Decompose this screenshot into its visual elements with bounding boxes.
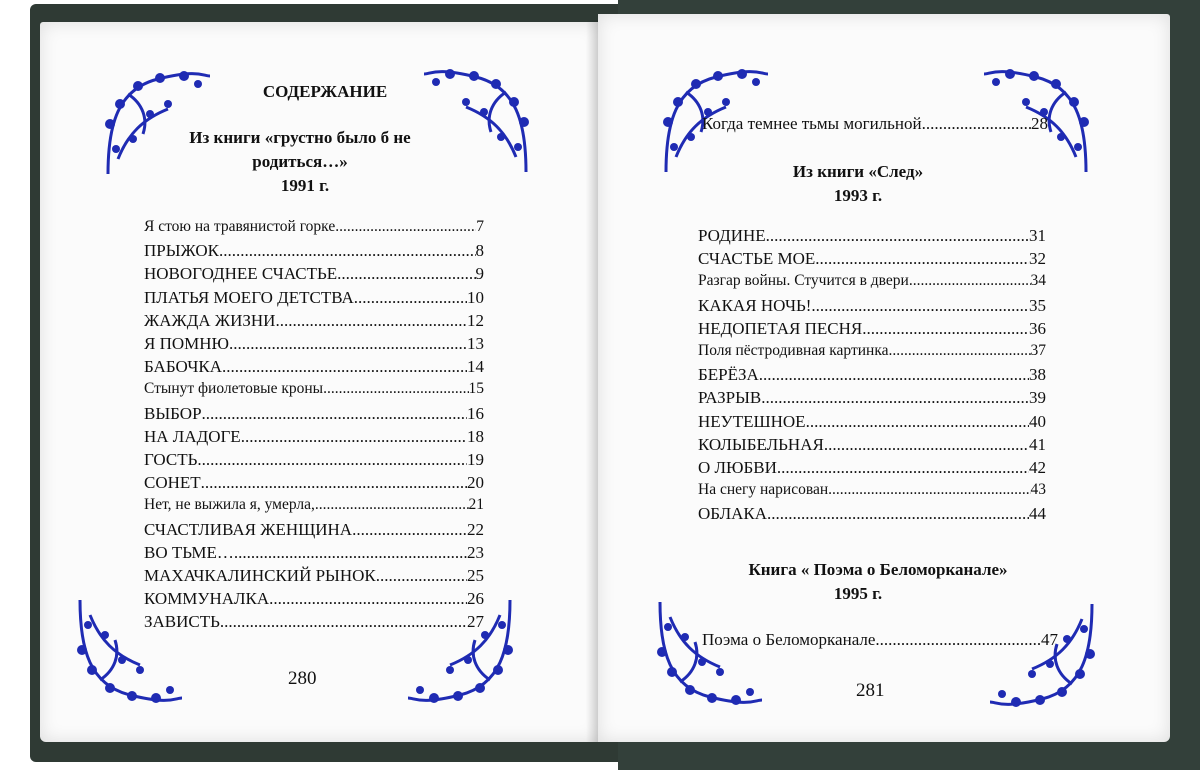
toc-entry-page: 18 <box>467 426 484 446</box>
toc-entry <box>144 427 484 447</box>
toc-entry-page: 26 <box>467 589 484 609</box>
toc-entry <box>144 311 484 331</box>
toc-entry <box>144 543 484 563</box>
toc-entry <box>144 612 484 632</box>
toc-leader <box>828 481 1030 499</box>
toc-entry-page: 44 <box>1029 504 1046 524</box>
toc-leader <box>875 630 1041 650</box>
toc-entry-title: НЕДОПЕТАЯ ПЕСНЯ <box>698 318 863 338</box>
toc-leader <box>323 380 468 398</box>
toc-entry <box>144 566 484 586</box>
toc-entry <box>144 218 484 236</box>
toc-title: СОДЕРЖАНИЕ <box>262 82 388 101</box>
toc-entry-title: РОДИНЕ <box>698 226 766 245</box>
toc-entry-title: Разгар войны. Стучится в двери <box>698 272 909 290</box>
toc-entry-page: 16 <box>467 403 484 423</box>
toc-entry-page: 13 <box>467 334 484 353</box>
toc-entry <box>144 264 484 284</box>
toc-entry <box>698 481 1046 499</box>
toc-leader <box>922 114 1031 134</box>
toc-entry-page: 42 <box>1029 458 1046 477</box>
toc-leader <box>337 264 475 284</box>
toc-leader <box>806 412 1029 432</box>
section-title-2: Из книги «След» <box>792 162 924 181</box>
toc-entry <box>698 365 1046 385</box>
toc-leader <box>197 450 467 470</box>
toc-entry <box>698 388 1046 408</box>
toc-entry-title: КОММУНАЛКА <box>144 589 270 609</box>
toc-leader <box>862 319 1029 339</box>
toc-leader <box>315 496 469 514</box>
toc-entry <box>144 404 484 424</box>
toc-entry-title: ЖАЖДА ЖИЗНИ <box>144 310 276 330</box>
toc-leader <box>376 566 467 586</box>
toc-entry-page: 21 <box>468 496 484 514</box>
toc-entry-page: 43 <box>1030 481 1046 499</box>
toc-entry <box>144 589 484 609</box>
toc-leader <box>241 427 467 447</box>
toc-entry-title: СЧАСТЬЕ МОЕ <box>698 249 816 269</box>
toc-entry-page: 27 <box>467 612 484 632</box>
toc-entry-page: 7 <box>476 218 484 235</box>
toc-entry-title: Стынут фиолетовые кроны <box>144 380 324 398</box>
toc-entry-page: 8 <box>475 241 484 261</box>
toc-entry <box>144 334 484 354</box>
toc-entry-page: 25 <box>467 566 484 585</box>
toc-entry-page: 35 <box>1029 295 1046 315</box>
toc-entry <box>702 630 1058 650</box>
toc-leader <box>354 288 467 308</box>
toc-entry-title: ГОСТЬ <box>144 450 198 469</box>
toc-entry-page: 14 <box>467 357 484 377</box>
toc-entry-title: Я ПОМНЮ <box>144 334 230 353</box>
toc-entry-title: СЧАСТЛИВАЯ ЖЕНЩИНА <box>144 519 353 539</box>
toc-entry <box>698 296 1046 316</box>
toc-entry <box>702 114 1048 134</box>
toc-entry-title: НА ЛАДОГЕ <box>144 426 241 446</box>
toc-entry-page: 31 <box>1029 226 1046 245</box>
toc-leader <box>777 458 1029 478</box>
toc-entry-title: Я стою на травянистой горке <box>144 218 336 235</box>
toc-entry <box>144 450 484 470</box>
right-page <box>598 14 1170 742</box>
toc-entry-page: 15 <box>468 380 484 398</box>
toc-entry-title: Поэма о Беломорканале <box>702 630 876 649</box>
toc-entry-page: 40 <box>1029 411 1046 431</box>
toc-leader <box>767 504 1029 524</box>
toc-entry <box>698 226 1046 246</box>
toc-leader <box>759 365 1029 385</box>
toc-entry-page: 38 <box>1029 365 1046 385</box>
toc-entry-title: На снегу нарисован <box>698 481 829 499</box>
floral-corner-ornament-icon <box>650 592 770 712</box>
toc-entry-page: 41 <box>1029 434 1046 454</box>
toc-entry-title: ВО ТЬМЕ… <box>144 542 234 562</box>
toc-entry-title: КАКАЯ НОЧЬ! <box>698 295 812 315</box>
toc-entry-page: 10 <box>467 287 484 307</box>
toc-entry-title: ЗАВИСТЬ <box>144 612 220 632</box>
toc-entry <box>144 241 484 261</box>
toc-leader <box>909 272 1031 290</box>
toc-entry-title: БАБОЧКА <box>144 357 222 377</box>
toc-entry <box>144 288 484 308</box>
page-number-right: 281 <box>856 680 885 701</box>
toc-entry-title: НЕУТЕШНОЕ <box>698 411 806 431</box>
toc-entry-title: О ЛЮБВИ <box>698 458 777 477</box>
toc-entry <box>698 342 1046 360</box>
toc-entry-page: 22 <box>467 519 484 539</box>
page-number-left: 280 <box>288 668 317 689</box>
toc-entry <box>698 458 1046 478</box>
toc-entry <box>144 520 484 540</box>
toc-leader <box>824 435 1029 455</box>
toc-leader <box>220 612 467 632</box>
toc-leader <box>761 388 1029 408</box>
toc-entry-page: 12 <box>467 310 484 330</box>
toc-entry <box>698 504 1046 524</box>
toc-leader <box>234 543 467 563</box>
left-page <box>40 22 602 742</box>
toc-entry-title: КОЛЫБЕЛЬНАЯ <box>698 434 824 454</box>
toc-entry-page: 36 <box>1029 318 1046 338</box>
toc-leader <box>815 249 1029 269</box>
toc-entry-title: Нет, не выжила я, умерла, <box>144 496 315 514</box>
toc-leader <box>335 218 476 236</box>
toc-entry-page: 20 <box>467 473 484 493</box>
toc-entry-title: НОВОГОДНЕЕ СЧАСТЬЕ <box>144 264 338 284</box>
toc-entry-page: 19 <box>467 450 484 469</box>
toc-entry <box>698 249 1046 269</box>
toc-entry <box>144 473 484 493</box>
section-title-1: Из книги «грустно было б не родиться…» <box>189 128 411 171</box>
floral-corner-ornament-icon <box>416 62 536 182</box>
toc-entry-title: Поля пёстродивная картинка <box>698 342 889 359</box>
toc-entry-page: 28 <box>1031 114 1048 133</box>
toc-entry <box>144 357 484 377</box>
toc-entry-page: 47 <box>1041 630 1058 649</box>
toc-entry-title: ОБЛАКА <box>698 504 768 524</box>
toc-entry-title: Когда темнее тьмы могильной <box>702 114 922 133</box>
section-year-3: 1995 г. <box>833 584 883 603</box>
toc-entry-title: ПЛАТЬЯ МОЕГО ДЕТСТВА <box>144 287 354 307</box>
toc-entry-title: ВЫБОР <box>144 403 202 423</box>
toc-entry <box>698 435 1046 455</box>
floral-corner-ornament-icon <box>982 594 1102 714</box>
section-year-2: 1993 г. <box>833 186 883 205</box>
toc-entry-title: РАЗРЫВ <box>698 388 762 408</box>
toc-entry-page: 37 <box>1030 342 1046 359</box>
toc-leader <box>202 404 467 424</box>
section-title-3: Книга « Поэма о Беломорканале» <box>748 560 1008 579</box>
toc-leader <box>201 473 467 493</box>
toc-entry-page: 39 <box>1029 388 1046 408</box>
toc-entry <box>698 272 1046 290</box>
toc-leader <box>889 342 1031 360</box>
toc-entry-title: МАХАЧКАЛИНСКИЙ РЫНОК <box>144 566 376 585</box>
toc-entry-page: 23 <box>467 542 484 562</box>
toc-entry-title: ПРЫЖОК <box>144 241 219 261</box>
toc-leader <box>229 334 467 354</box>
toc-leader <box>811 296 1029 316</box>
toc-leader <box>219 241 476 261</box>
toc-entry <box>144 380 484 398</box>
toc-entry <box>698 319 1046 339</box>
toc-entry-page: 34 <box>1030 272 1046 290</box>
toc-leader <box>352 520 467 540</box>
toc-entry-page: 9 <box>475 264 484 284</box>
toc-leader <box>222 357 467 377</box>
toc-entry <box>698 412 1046 432</box>
toc-entry <box>144 496 484 514</box>
toc-entry-title: БЕРЁЗА <box>698 365 759 385</box>
section-year-1: 1991 г. <box>280 176 330 195</box>
toc-entry-title: СОНЕТ <box>144 473 201 493</box>
toc-leader <box>766 226 1029 246</box>
toc-leader <box>275 311 467 331</box>
toc-leader <box>269 589 467 609</box>
toc-entry-page: 32 <box>1029 249 1046 269</box>
